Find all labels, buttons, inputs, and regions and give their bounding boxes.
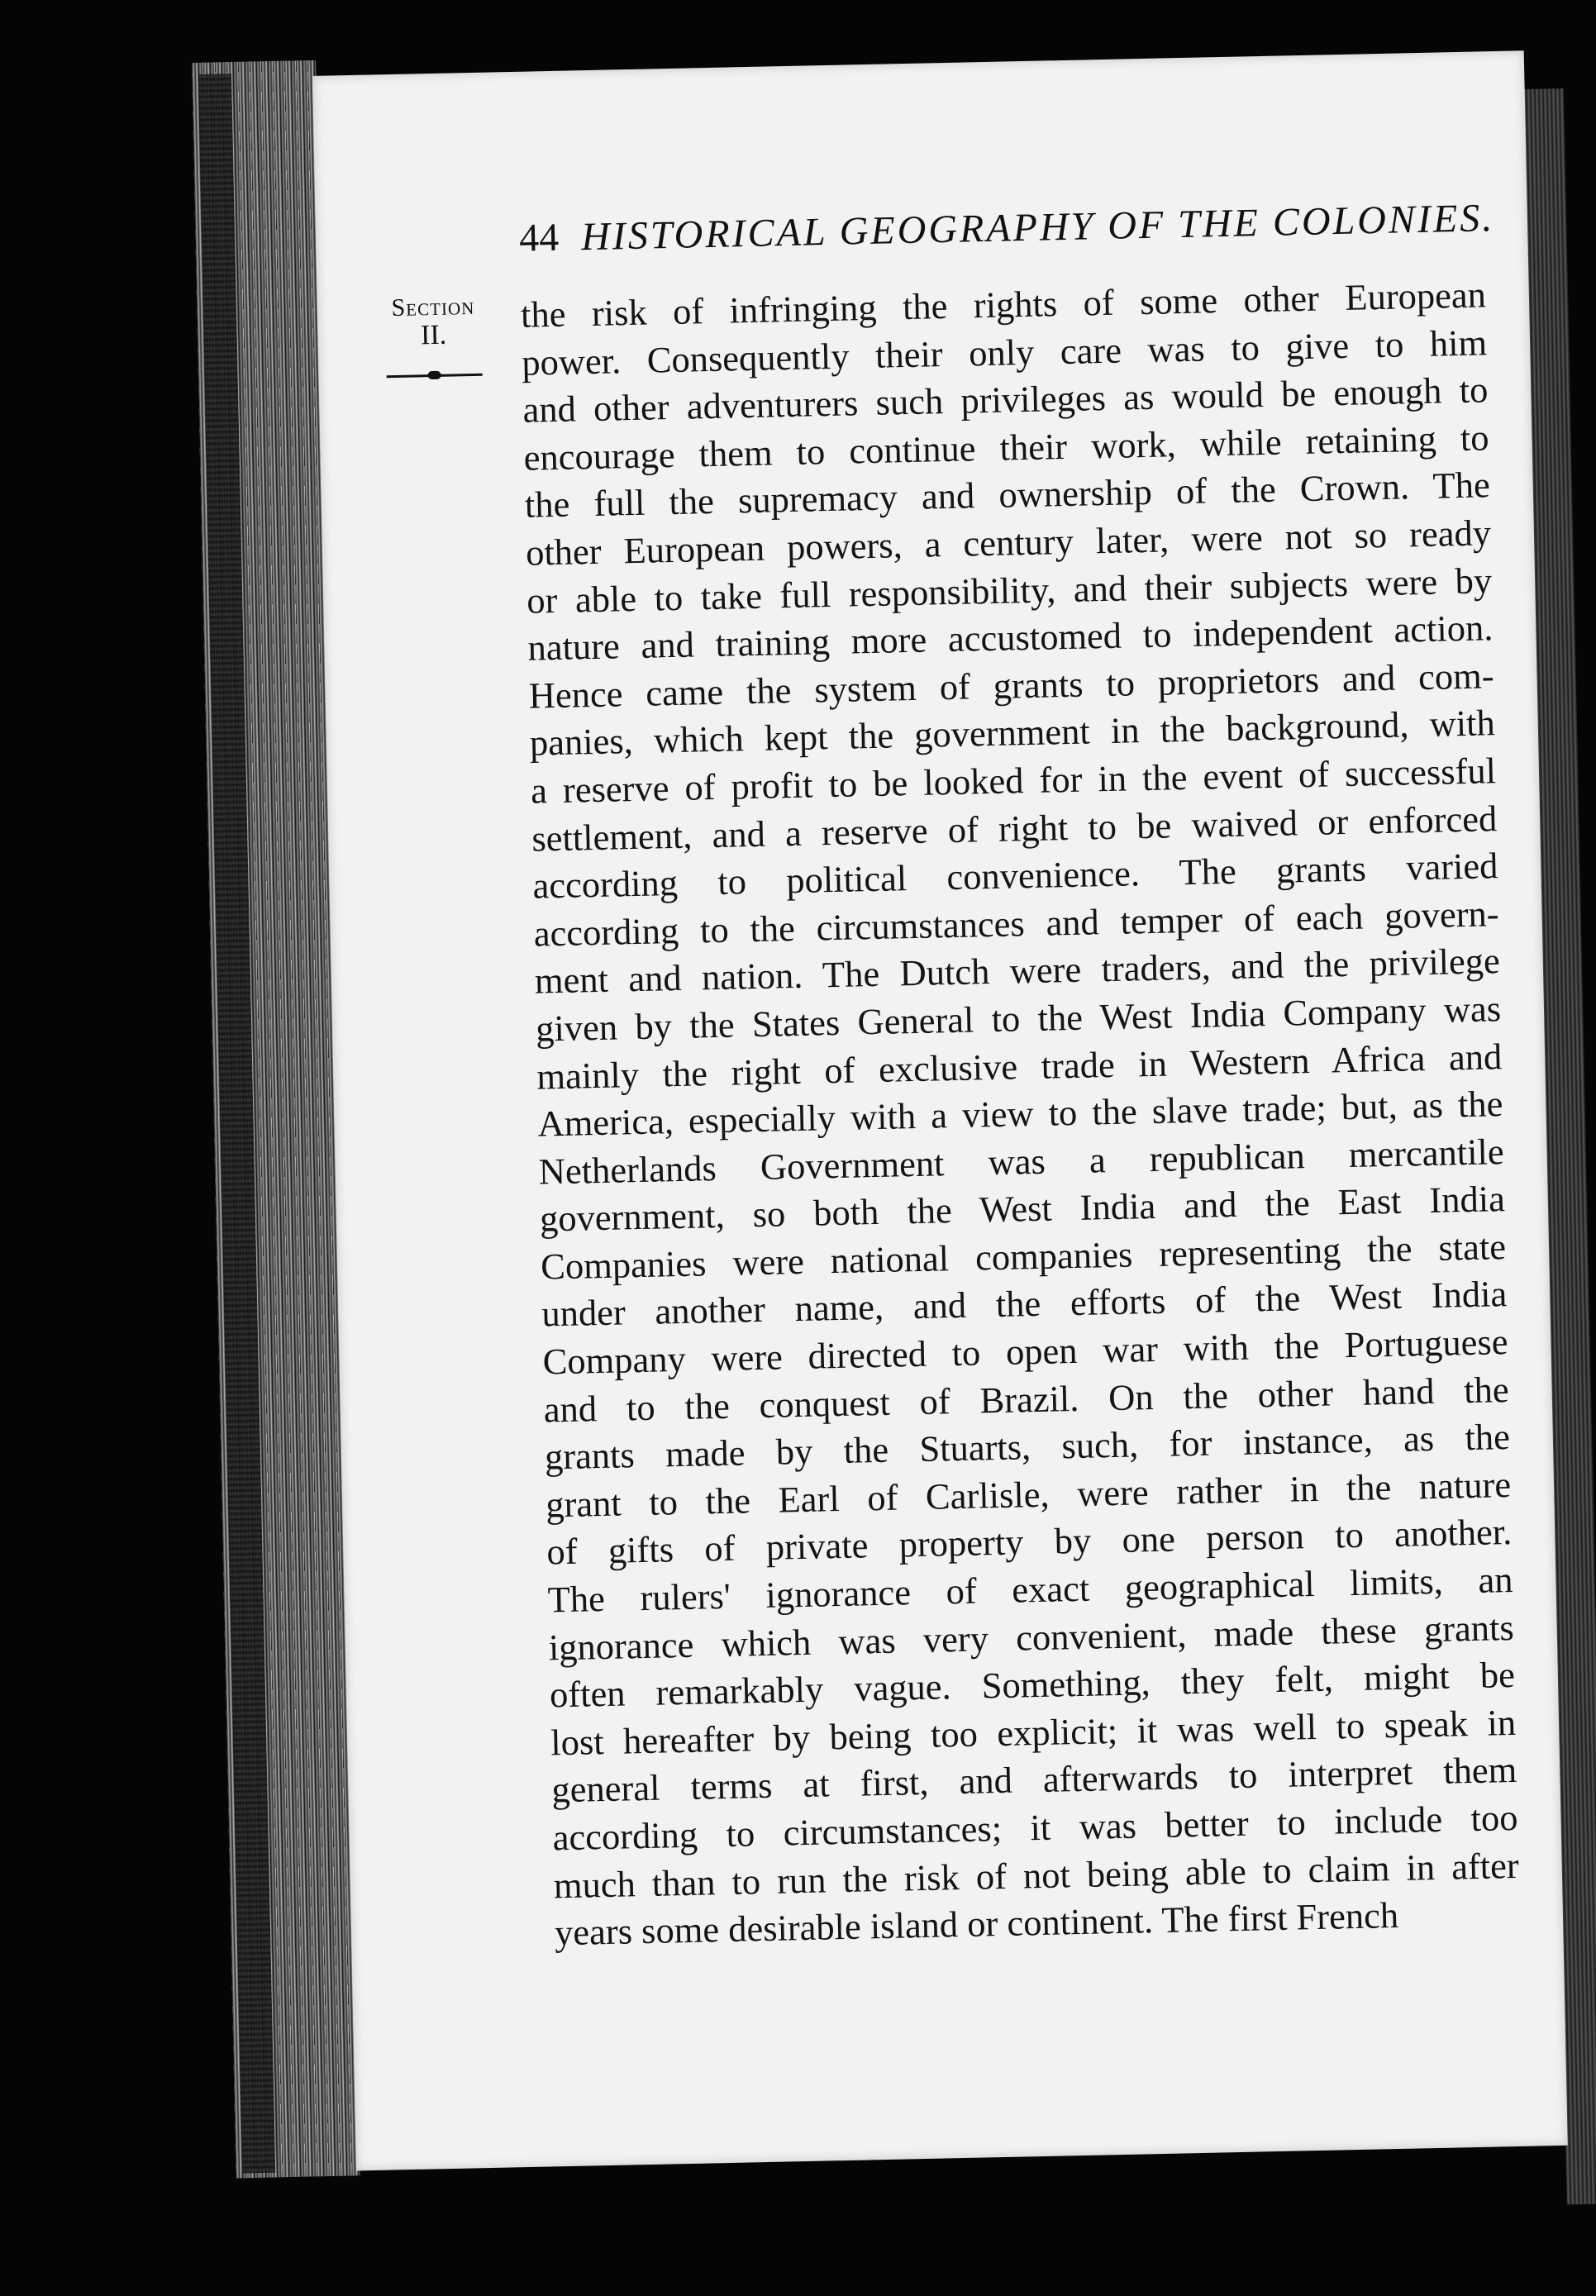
text-line: given by the States General to the West India Company was — [535, 988, 1502, 1050]
section-ornament-rule — [387, 374, 483, 378]
text-line: and to the conquest of Brazil. On the other hand the — [543, 1368, 1510, 1431]
text-line: grants made by the Stuarts, such, for instance, as the — [544, 1416, 1511, 1478]
running-title: HISTORICAL GEOGRAPHY OF THE COLONIES. — [580, 196, 1495, 260]
text-line: panies, which kept the government in the background, with — [529, 702, 1496, 765]
body-text — [521, 271, 1521, 1957]
text-line: of gifts of private property by one person to another. — [545, 1511, 1513, 1573]
text-line: years some desirable island or continent. The first French — [554, 1894, 1399, 1954]
running-header — [518, 196, 1495, 261]
text-line: often remarkably vague. Something, they felt, might be — [549, 1654, 1516, 1716]
text-line: general terms at first, and afterwards to interpret them — [550, 1749, 1517, 1811]
section-number: II. — [420, 319, 447, 351]
text-line: mainly the right of exclusive trade in Western Africa and — [536, 1035, 1503, 1098]
text-line: The rulers' ignorance of exact geographical limits, an — [547, 1559, 1513, 1621]
text-line: according to the circumstances and temper of each govern- — [533, 892, 1500, 955]
text-line: America, especially with a view to the slave trade; but, as the — [537, 1083, 1503, 1145]
text-line: power. Consequently their only care was to give to him — [521, 321, 1488, 383]
text-line: encourage them to continue their work, while retaining to — [523, 417, 1489, 479]
page-number: 44 — [518, 215, 560, 260]
section-margin-note — [367, 293, 501, 378]
text-line: lost hereafter by being too explicit; it was well to speak in — [550, 1701, 1517, 1764]
text-line: settlement, and a reserve of right to be waived or enforced — [531, 797, 1498, 860]
text-line: or able to take full responsibility, and their subjects were by — [526, 559, 1493, 622]
text-line: and other adventurers such privileges as would be enough to — [522, 369, 1489, 431]
text-line: ignorance which was very convenient, made these grants — [548, 1606, 1515, 1669]
text-line: according to political convenience. The grants varied — [532, 845, 1498, 907]
text-line: the risk of infringing the rights of some other European — [520, 274, 1487, 336]
text-line: much than to run the risk of not being able to claim in after — [553, 1844, 1520, 1906]
text-line: ment and nation. The Dutch were traders, and the privilege — [534, 940, 1501, 1002]
text-line: Company were directed to open war with the Portuguese — [542, 1321, 1508, 1383]
text-line: grant to the Earl of Carlisle, were rather in the nature — [545, 1463, 1512, 1526]
text-line: Companies were national companies representing the state — [540, 1225, 1507, 1288]
book-page — [312, 50, 1568, 2170]
text-line: the full the supremacy and ownership of the Crown. The — [524, 464, 1491, 526]
text-line: Hence came the system of grants to proprietors and com- — [528, 654, 1495, 717]
text-line: other European powers, a century later, were not so ready — [525, 512, 1492, 574]
text-line: nature and training more accustomed to independent action. — [527, 607, 1494, 669]
text-line: Netherlands Government was a republican mercantile — [538, 1130, 1505, 1193]
text-line: under another name, and the efforts of the West India — [541, 1273, 1508, 1335]
text-line: according to circumstances; it was better to include too — [552, 1796, 1518, 1859]
text-line: government, so both the West India and the East India — [539, 1178, 1506, 1240]
section-label: Section — [391, 292, 475, 322]
text-line: a reserve of profit to be looked for in the event of successful — [530, 750, 1497, 812]
